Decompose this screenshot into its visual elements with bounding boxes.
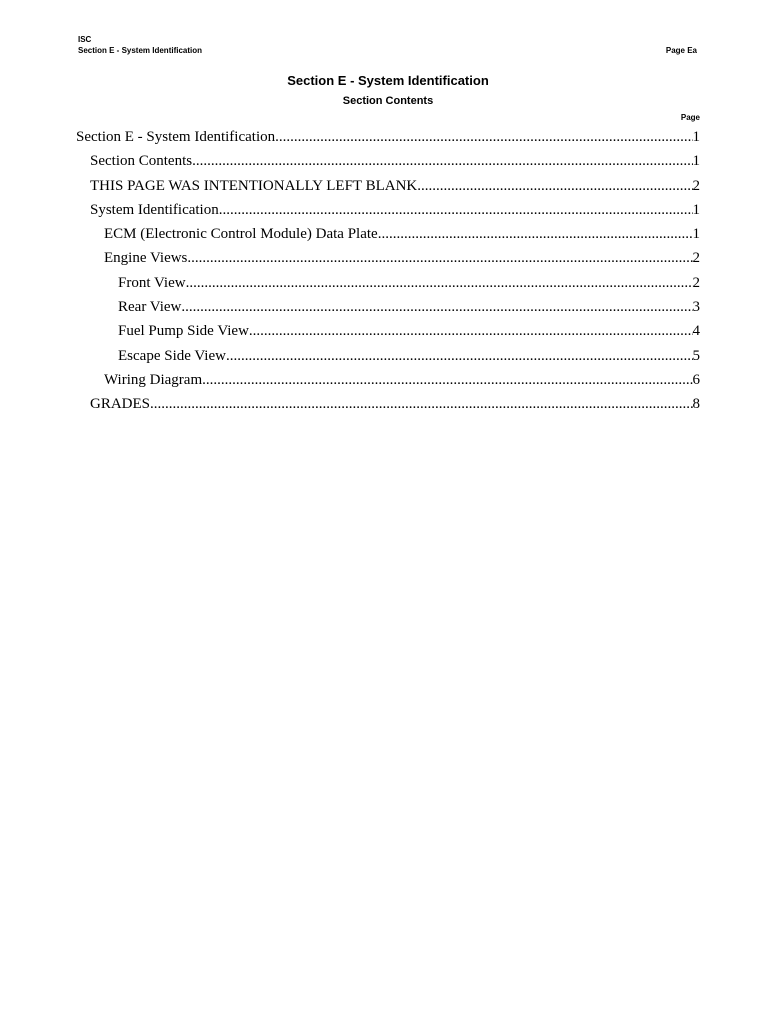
toc-entry-title: Escape Side View [118, 347, 226, 364]
toc-entry-title: GRADES [90, 396, 151, 413]
toc-dot-leader [186, 271, 693, 295]
toc-entry-page-number: 3 [692, 299, 700, 316]
toc-dot-leader [150, 392, 692, 416]
page-title: Section E - System Identification [287, 73, 489, 88]
toc-entry-page-number: 2 [692, 177, 700, 194]
toc-dot-leader [187, 246, 692, 270]
page-column-label: Page [680, 113, 700, 122]
toc-entry[interactable] [76, 174, 700, 198]
toc-entry-page-number: 4 [692, 323, 700, 340]
toc-dot-leader [275, 125, 692, 149]
toc-entry-page-number: 1 [692, 153, 700, 170]
toc-entry-page-number: 5 [692, 347, 700, 364]
toc-entry-page-number: 6 [692, 371, 700, 388]
page-subtitle: Section Contents [342, 95, 434, 107]
toc-entry[interactable] [76, 319, 700, 343]
toc-entry[interactable] [76, 368, 700, 392]
toc-entry[interactable] [76, 125, 700, 149]
toc-entry-title: Engine Views [104, 250, 188, 267]
toc-entry[interactable] [76, 271, 700, 295]
toc-dot-leader [226, 344, 693, 368]
toc-entry-page-number: 1 [692, 129, 700, 145]
toc-dot-leader [181, 295, 692, 319]
toc-entry[interactable] [76, 344, 700, 368]
toc-entry[interactable] [76, 222, 700, 246]
toc-entry-title: System Identification [90, 201, 219, 218]
toc-entry-page-number: 1 [692, 201, 700, 218]
toc-entry[interactable] [76, 246, 700, 270]
header-doc-code: ISC [78, 35, 92, 44]
toc-entry-title: Section E - System Identification [76, 129, 276, 145]
toc-dot-leader [219, 198, 693, 222]
toc-entry-title: Section Contents [90, 153, 193, 170]
header-page-ref: Page Ea [665, 46, 697, 55]
toc-dot-leader [202, 368, 692, 392]
toc-entry-title: Front View [118, 274, 186, 291]
toc-entry-page-number: 1 [692, 226, 700, 243]
toc-entry-page-number: 2 [692, 274, 700, 291]
toc-entry-title: Fuel Pump Side View [118, 323, 249, 340]
toc-entry-title: ECM (Electronic Control Module) Data Plate [104, 226, 378, 243]
toc-entry[interactable] [76, 295, 700, 319]
toc-entry-title: Rear View [118, 299, 182, 316]
toc-entry-title: THIS PAGE WAS INTENTIONALLY LEFT BLANK [90, 177, 418, 194]
toc-entry-page-number: 2 [692, 250, 700, 267]
running-header-left [78, 34, 202, 56]
toc-dot-leader [417, 174, 692, 198]
table-of-contents [76, 125, 700, 417]
toc-entry[interactable] [76, 198, 700, 222]
toc-dot-leader [378, 222, 693, 246]
toc-entry[interactable] [76, 149, 700, 173]
toc-dot-leader [249, 319, 693, 343]
toc-entry-page-number: 8 [692, 396, 700, 413]
toc-entry[interactable] [76, 392, 700, 416]
toc-dot-leader [192, 149, 692, 173]
toc-entry-title: Wiring Diagram [104, 371, 203, 388]
header-section-name: Section E - System Identification [78, 46, 203, 55]
